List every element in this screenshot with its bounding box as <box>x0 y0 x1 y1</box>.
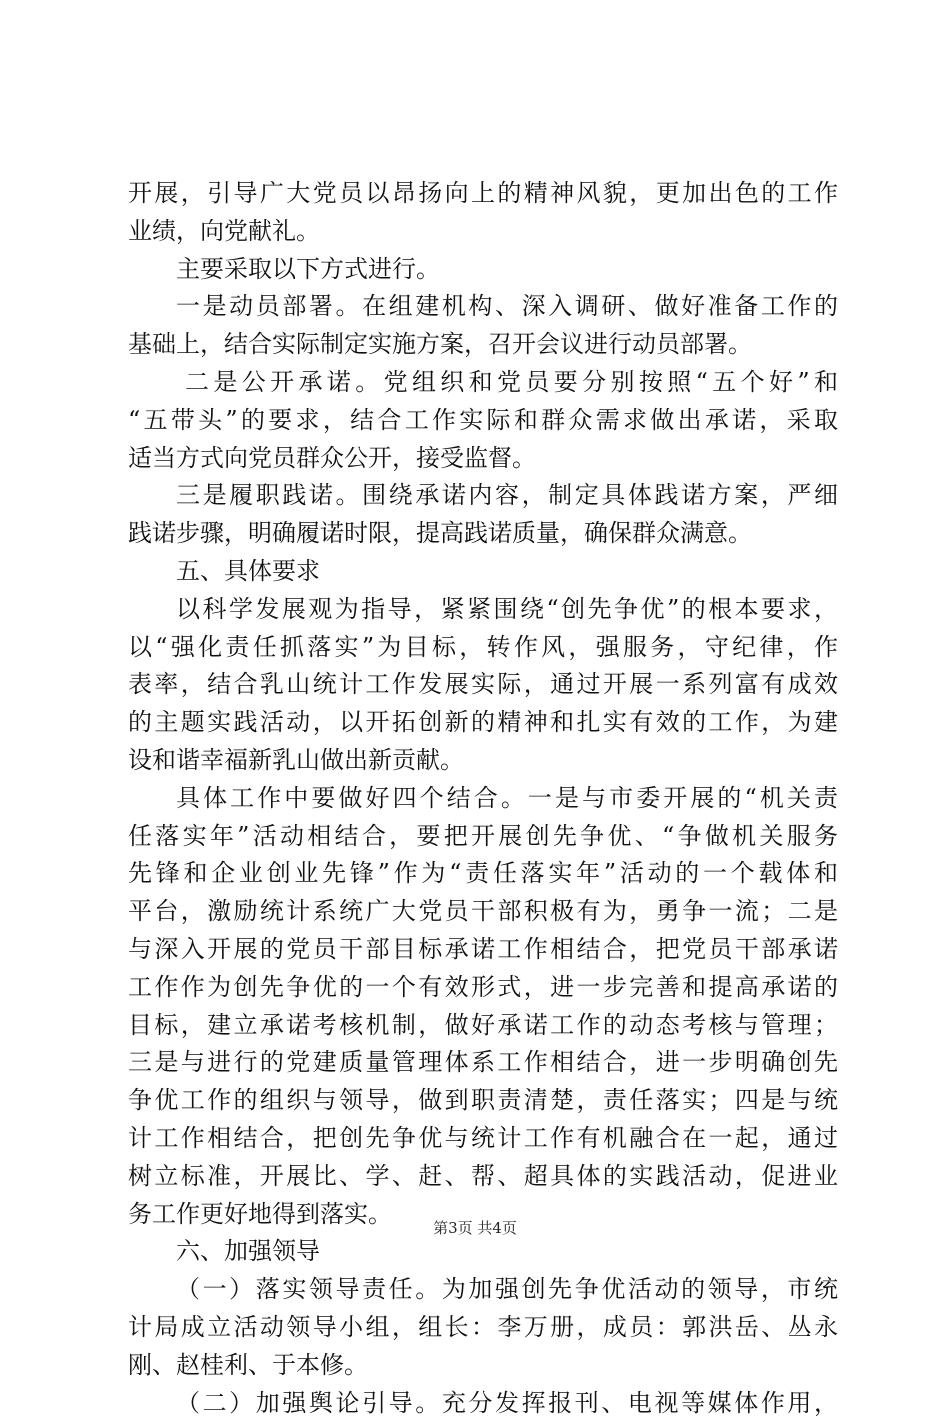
text-line: 先锋和企业创业先锋”作为“责任落实年”活动的一个载体和 <box>128 855 838 893</box>
text-line: 基础上，结合实际制定实施方案，召开会议进行动员部署。 <box>128 326 838 364</box>
text-line: 树立标准，开展比、学、赶、帮、超具体的实践活动，促进业 <box>128 1158 838 1196</box>
text-line: 计工作相结合，把创先争优与统计工作有机融合在一起，通过 <box>128 1120 838 1158</box>
text-line: 三是履职践诺。围绕承诺内容，制定具体践诺方案，严细 <box>128 477 838 515</box>
text-line: 设和谐幸福新乳山做出新贡献。 <box>128 742 838 780</box>
text-line: 二是公开承诺。党组织和党员要分别按照“五个好”和 <box>128 364 838 402</box>
text-line: （一）落实领导责任。为加强创先争优活动的领导，市统 <box>128 1271 838 1309</box>
text-line: 务工作更好地得到落实。 <box>128 1196 838 1234</box>
text-line: 适当方式向党员群众公开，接受监督。 <box>128 440 838 478</box>
text-line: 业绩，向党献礼。 <box>128 213 838 251</box>
text-line: 开展，引导广大党员以昂扬向上的精神风貌，更加出色的工作 <box>128 175 838 213</box>
text-line: （二）加强舆论引导。充分发挥报刊、电视等媒体作用， <box>128 1385 838 1422</box>
text-line: 践诺步骤，明确履诺时限，提高践诺质量，确保群众满意。 <box>128 515 838 553</box>
text-line: 以科学发展观为指导，紧紧围绕“创先争优”的根本要求， <box>128 591 838 629</box>
page-footer: 第3页 共4页 <box>0 1217 950 1238</box>
text-line: 计局成立活动领导小组，组长：李万册，成员：郭洪岳、丛永 <box>128 1309 838 1347</box>
text-line: 六、加强领导 <box>128 1233 838 1271</box>
text-line: 三是与进行的党建质量管理体系工作相结合，进一步明确创先 <box>128 1044 838 1082</box>
text-line: 与深入开展的党员干部目标承诺工作相结合，把党员干部承诺 <box>128 931 838 969</box>
text-line: 表率，结合乳山统计工作发展实际，通过开展一系列富有成效 <box>128 666 838 704</box>
text-line: 五、具体要求 <box>128 553 838 591</box>
text-line: 任落实年”活动相结合，要把开展创先争优、“争做机关服务 <box>128 818 838 856</box>
text-line: 刚、赵桂利、于本修。 <box>128 1347 838 1385</box>
text-line: 以“强化责任抓落实”为目标，转作风，强服务，守纪律，作 <box>128 629 838 667</box>
text-line: 的主题实践活动，以开拓创新的精神和扎实有效的工作，为建 <box>128 704 838 742</box>
text-line: 争优工作的组织与领导，做到职责清楚，责任落实；四是与统 <box>128 1082 838 1120</box>
text-line: 具体工作中要做好四个结合。一是与市委开展的“机关责 <box>128 780 838 818</box>
text-line: “五带头”的要求，结合工作实际和群众需求做出承诺，采取 <box>128 402 838 440</box>
text-line: 主要采取以下方式进行。 <box>128 251 838 289</box>
text-line: 一是动员部署。在组建机构、深入调研、做好准备工作的 <box>128 288 838 326</box>
text-line: 平台，激励统计系统广大党员干部积极有为，勇争一流；二是 <box>128 893 838 931</box>
text-line: 工作作为创先争优的一个有效形式，进一步完善和提高承诺的 <box>128 969 838 1007</box>
text-line: 目标，建立承诺考核机制，做好承诺工作的动态考核与管理； <box>128 1007 838 1045</box>
